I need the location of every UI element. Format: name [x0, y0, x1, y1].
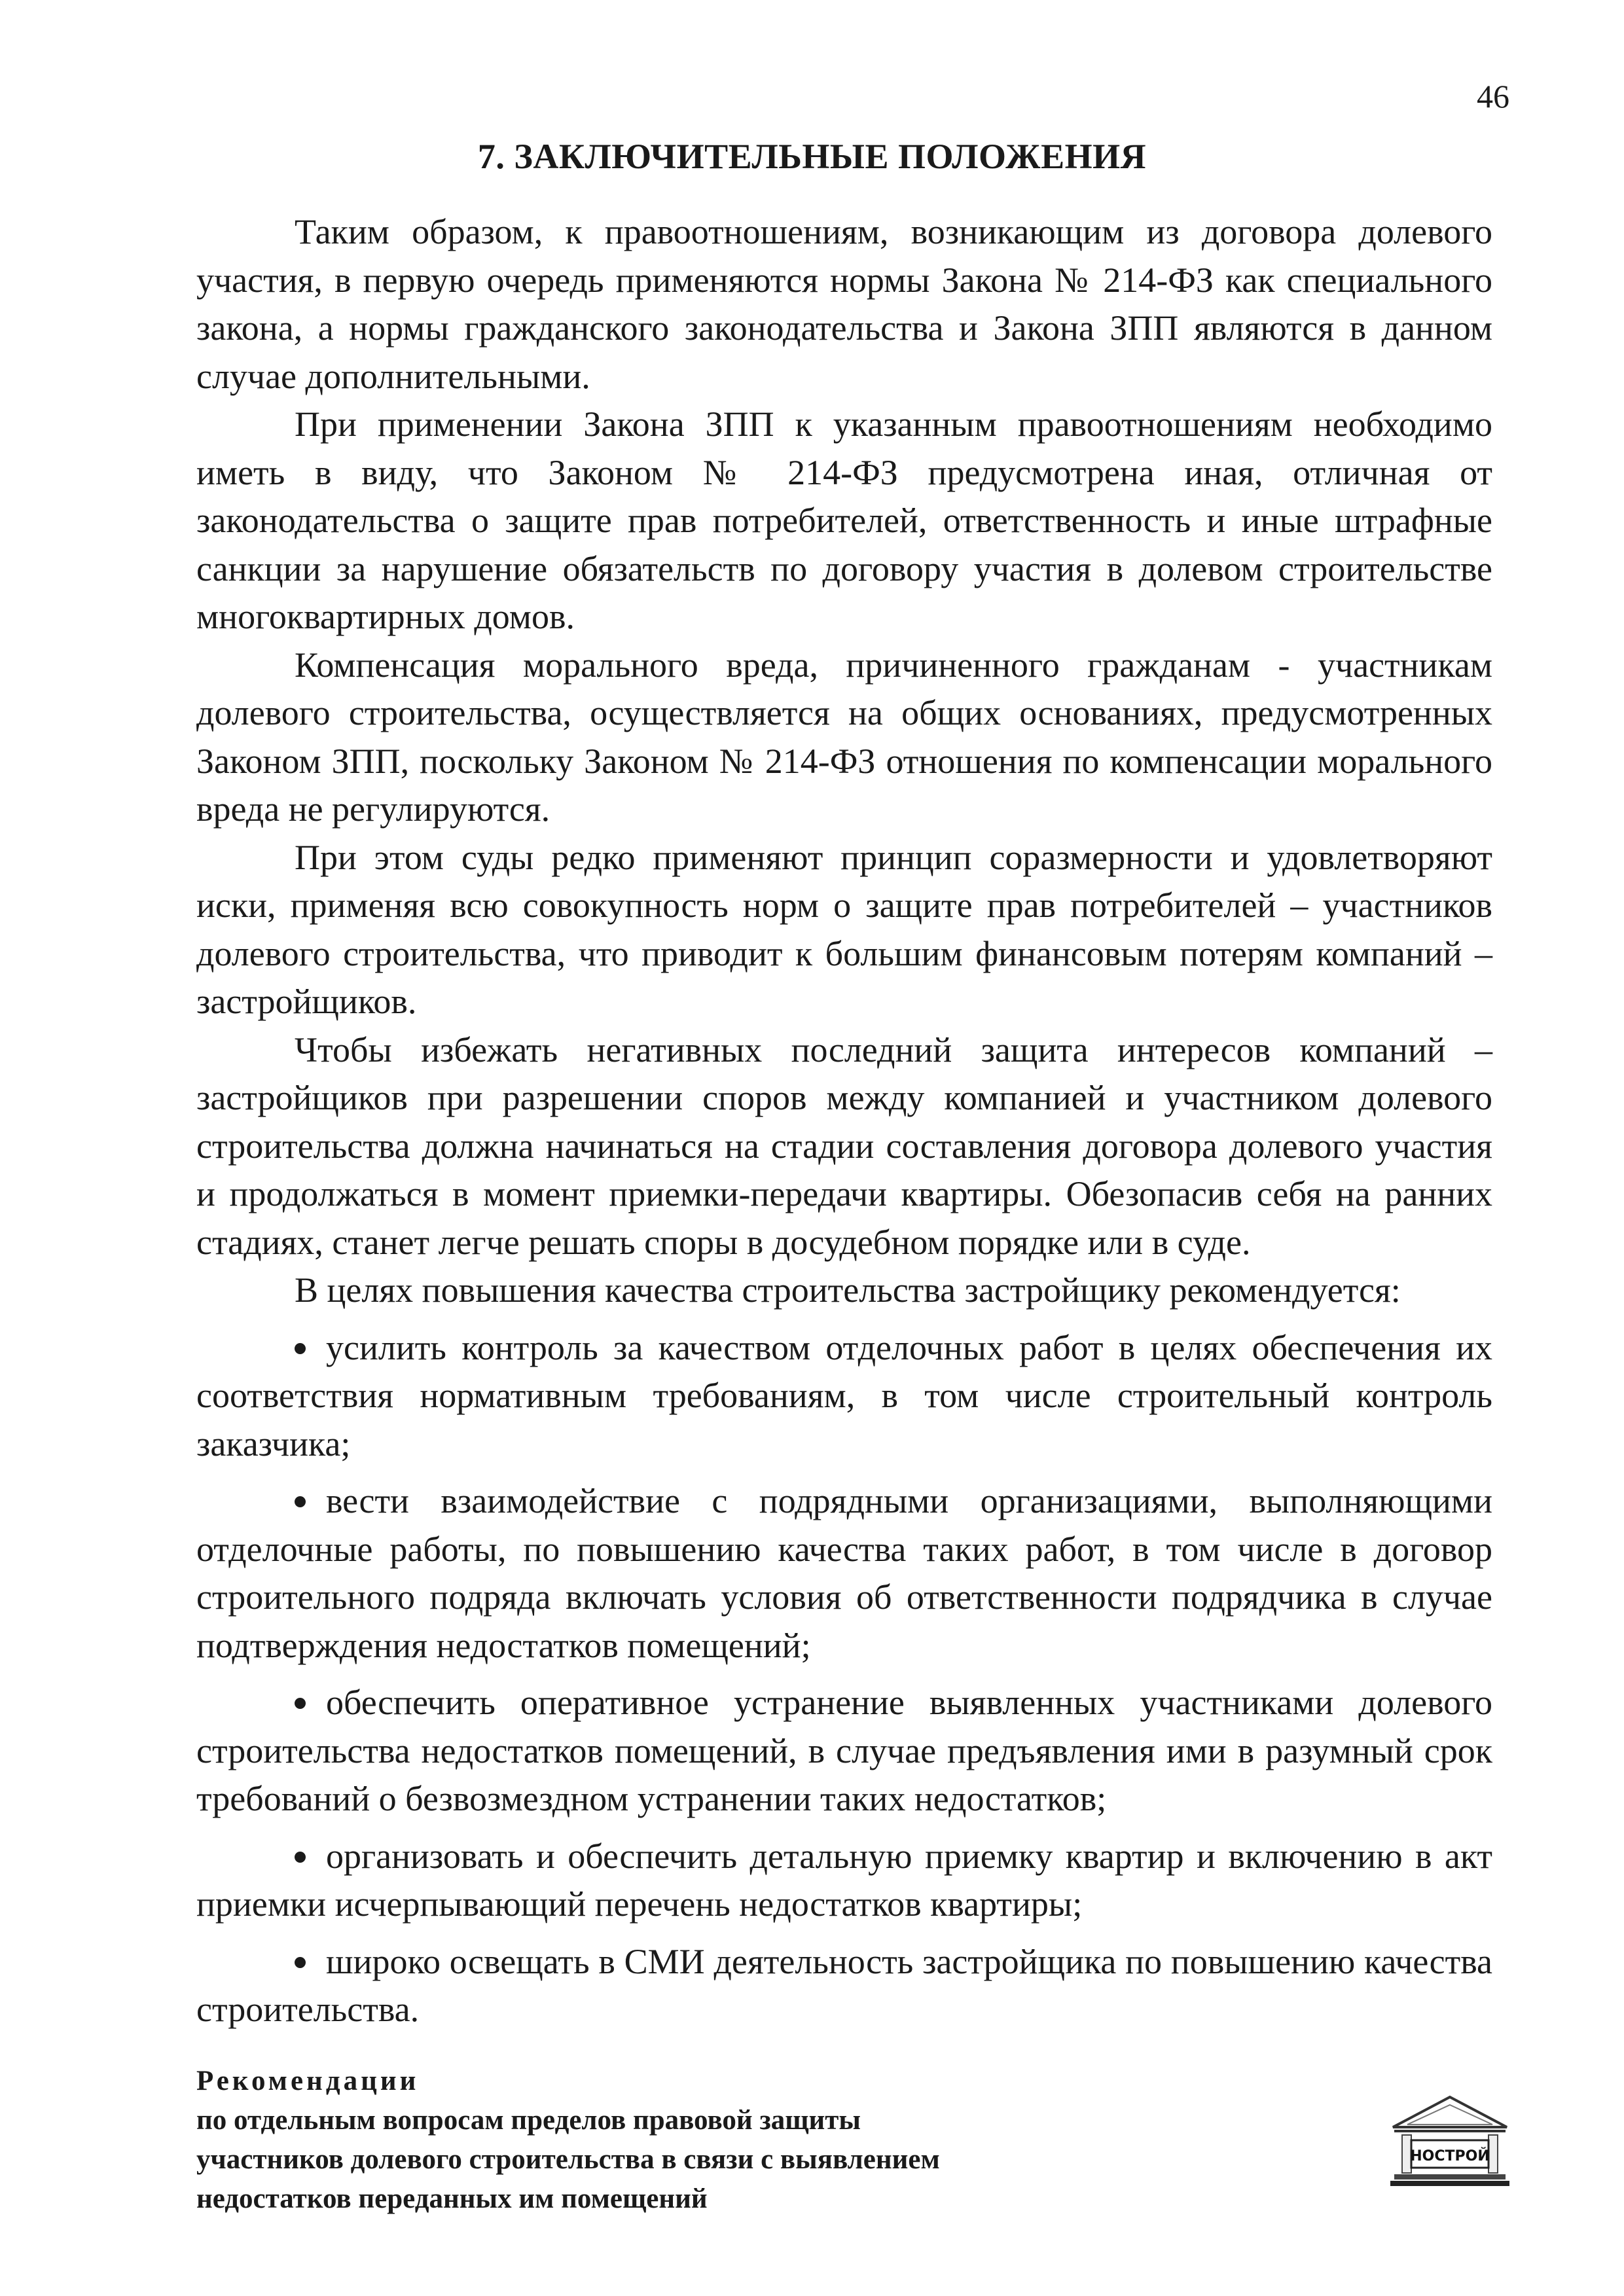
page-number: 46: [1477, 78, 1509, 115]
section-title: 7. ЗАКЛЮЧИТЕЛЬНЫЕ ПОЛОЖЕНИЯ: [477, 137, 1147, 176]
bullet-icon: [295, 1679, 326, 1727]
bullet-item: [196, 1477, 1492, 1670]
bullet-icon: [295, 1477, 326, 1526]
bullet-text: широко освещать в СМИ деятельность застройщика по повышению качества строительства.: [196, 1941, 1492, 2029]
bullet-item: [196, 1938, 1492, 2034]
bullet-item: [196, 1833, 1492, 1929]
body-text: [196, 208, 1492, 2034]
footer-line: по отдельным вопросам пределов правовой защиты: [196, 2105, 861, 2136]
footer-caption: [196, 2062, 1178, 2219]
bullet-item: [196, 1679, 1492, 1823]
bullet-text: организовать и обеспечить детальную приемку квартир и включению в акт приемки исчерпывающий перечень недостатков квартиры;: [196, 1836, 1492, 1924]
paragraph: При этом суды редко применяют принцип соразмерности и удовлетворяют иски, применяя всю совокупность норм о защите прав потребителей – участников долевого строительства, что приводит к большим финансовым потерям компаний – застройщиков.: [196, 837, 1492, 1021]
footer-line: участников долевого строительства в связи с выявлением: [196, 2144, 940, 2175]
bullet-text: обеспечить оперативное устранение выявленных участниками долевого строительства недостатков помещений, в случае предъявления ими в разумный срок требований о безвозмездном устранении таких недостатков;: [196, 1683, 1492, 1818]
nostroy-logo: [1388, 2094, 1512, 2193]
bullet-icon: [295, 1938, 326, 1986]
footer-title: Рекомендации: [196, 2066, 420, 2096]
paragraph: При применении Закона ЗПП к указанным правоотношениям необходимо иметь в виду, что Законом № 214-ФЗ предусмотрена иная, отличная от законодательства о защите прав потребителей, ответственность и иные штрафные санкции за нарушение обязательств по договору участия в долевом строительстве многоквартирных домов.: [196, 404, 1492, 636]
bullet-text: вести взаимодействие с подрядными организациями, выполняющими отделочные работы, по повышению качества таких работ, в том числе в договор строительного подряда включать условия об ответственности подрядчика в случае подтверждения недостатков помещений;: [196, 1481, 1492, 1665]
bullet-icon: [295, 1833, 326, 1881]
bullet-icon: [295, 1324, 326, 1372]
paragraph: Компенсация морального вреда, причиненного гражданам - участникам долевого строительства, осуществляется на общих основаниях, предусмотренных Законом ЗПП, поскольку Законом № 214-ФЗ отношения по компенсации морального вреда не регулируются.: [196, 645, 1492, 829]
bullet-text: усилить контроль за качеством отделочных работ в целях обеспечения их соответствия нормативным требованиям, в том числе строительный контроль заказчика;: [196, 1327, 1492, 1463]
footer-line: недостатков переданных им помещений: [196, 2183, 708, 2214]
building-columns-icon: [1390, 2097, 1509, 2186]
bullet-item: [196, 1324, 1492, 1469]
logo-text: НОСТРОЙ: [1410, 2148, 1490, 2164]
paragraph: Таким образом, к правоотношениям, возникающим из договора долевого участия, в первую очередь применяются нормы Закона № 214-ФЗ как специального закона, а нормы гражданского законодательства и Закона ЗПП являются в данном случае дополнительными.: [196, 212, 1492, 396]
paragraph: В целях повышения качества строительства застройщику рекомендуется:: [295, 1270, 1401, 1310]
paragraph: Чтобы избежать негативных последний защита интересов компаний – застройщиков при разрешении споров между компанией и участником долевого строительства должна начинаться на стадии составления договора долевого участия и продолжаться в момент приемки-передачи квартиры. Обезопасив себя на ранних стадиях, станет легче решать споры в досудебном порядке или в суде.: [196, 1030, 1492, 1262]
